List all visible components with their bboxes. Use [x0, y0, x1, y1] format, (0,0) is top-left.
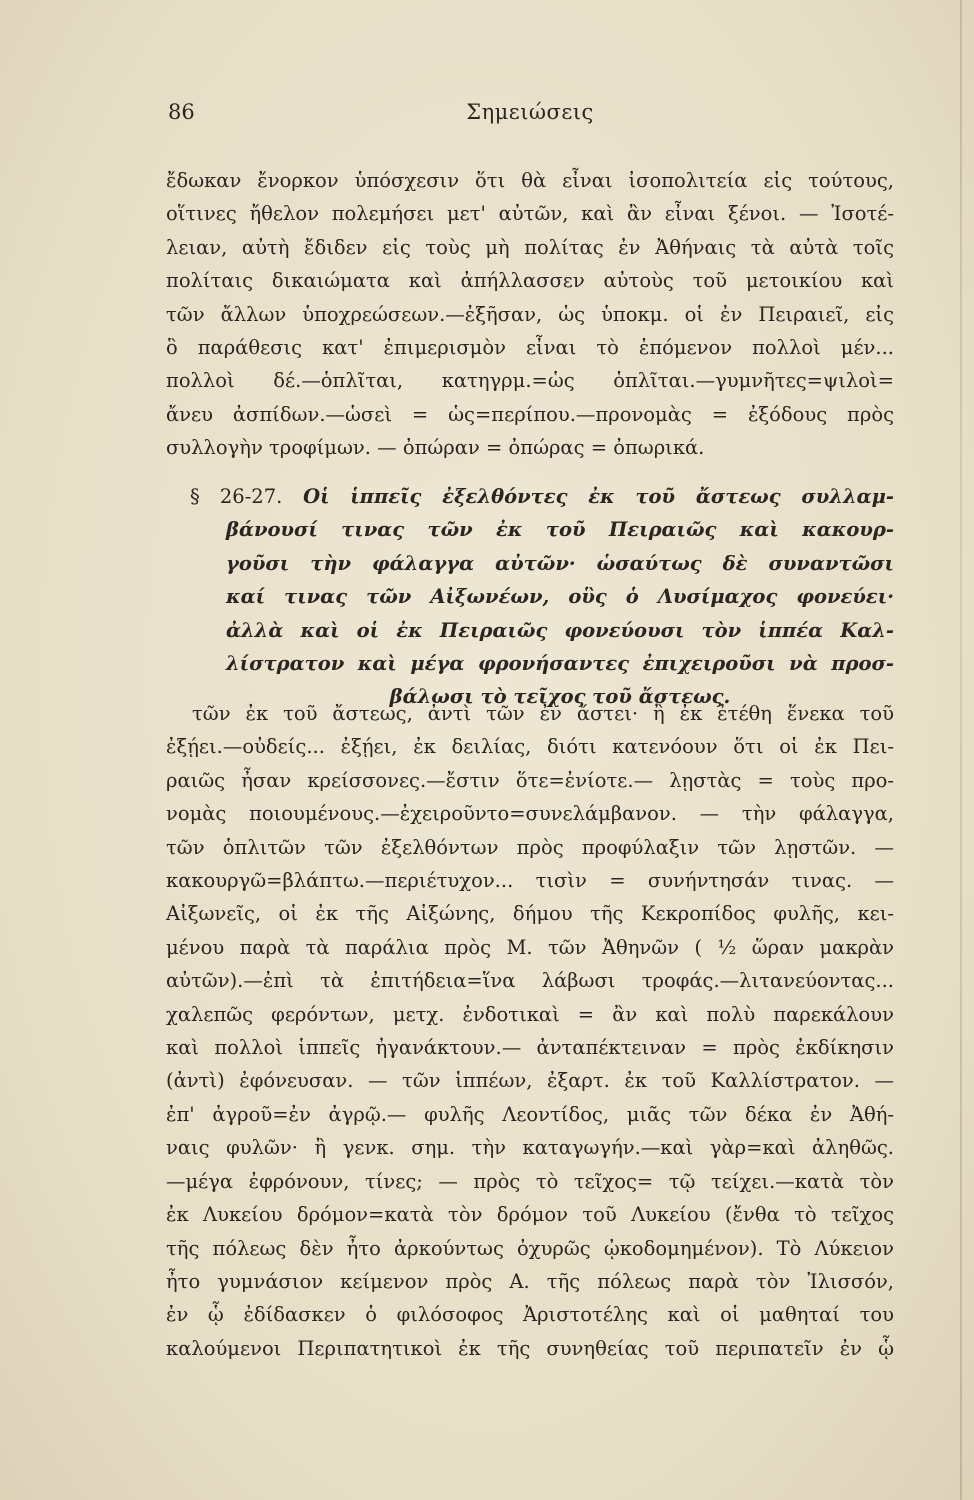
text-line: συλλογὴν τροφίμων. — ὀπώραν = ὀπώρας = ὀπωρικά.: [166, 436, 705, 460]
text-line: ἄνευ ἀσπίδων.—ὡσεὶ = ὡς=περίπου.—προνομὰς = ἐξόδους πρὸς: [166, 402, 894, 426]
text-line: ναις φυλῶν· ἢ γενκ. σημ. τὴν καταγωγήν.—καὶ γὰρ=καὶ ἀληθῶς.: [166, 1136, 894, 1160]
section-line: βάλωσι τὸ τεῖχος τοῦ ἄστεως.: [389, 685, 731, 709]
text-line: οἵτινες ἤθελον πολεμήσει μετ' αὐτῶν, καὶ ἂν εἶναι ξένοι. — Ἰσοτέ-: [166, 202, 894, 226]
text-line: ὃ παράθεσις κατ' ἐπιμερισμὸν εἶναι τὸ ἑπόμενον πολλοὶ μέν...: [166, 336, 894, 360]
text-line: ραιῶς ἦσαν κρείσσονες.—ἔστιν ὅτε=ἐνίοτε.— λῃστὰς = τοὺς προ-: [166, 768, 894, 792]
text-line: τῶν ἐκ τοῦ ἄστεως, ἀντὶ τῶν ἐν ἄστει· ἢ ἐκ ἐτέθη ἕνεκα τοῦ: [192, 702, 894, 725]
text-line: ἦτο γυμνάσιον κείμενον πρὸς Α. τῆς πόλεως παρὰ τὸν Ἰλισσόν,: [166, 1269, 894, 1293]
section-line: καί τινας τῶν Αἰξωνέων, οὓς ὁ Λυσίμαχος φονεύει·: [226, 585, 894, 609]
text-line: ἐξῄει.—οὐδείς... ἐξῄει, ἐκ δειλίας, διότι κατενόουν ὅτι οἱ ἐκ Πει-: [166, 735, 894, 759]
text-line: τῆς πόλεως δὲν ἦτο ἀρκούντως ὀχυρῶς ᾠκοδομημένον). Τὸ Λύκειον: [166, 1236, 894, 1260]
text-line: καὶ πολλοὶ ἱππεῖς ἠγανάκτουν.— ἀνταπέκτειναν = πρὸς ἐκδίκησιν: [166, 1036, 894, 1060]
section-number: § 26-27.: [190, 485, 283, 508]
text-line: ἔδωκαν ἔνορκον ὑπόσχεσιν ὅτι θὰ εἶναι ἰσοπολιτεία εἰς τούτους,: [166, 169, 894, 192]
text-line: πολίταις δικαιώματα καὶ ἀπήλλασσεν αὐτοὺς τοῦ μετοικίου καὶ: [166, 269, 894, 293]
text-line: —μέγα ἐφρόνουν, τίνες; — πρὸς τὸ τεῖχος= τῷ τείχει.—κατὰ τὸν: [166, 1169, 894, 1193]
running-title: Σημειώσεις: [466, 100, 594, 124]
page-number: 86: [168, 100, 195, 124]
section-line: βάνουσί τινας τῶν ἐκ τοῦ Πειραιῶς καὶ κακουρ-: [226, 518, 894, 542]
notes-paragraph-1: [166, 164, 894, 465]
page-header: [168, 100, 892, 130]
section-line: γοῦσι τὴν φάλαγγα αὐτῶν· ὡσαύτως δὲ συναντῶσι: [226, 551, 894, 575]
text-line: μένου παρὰ τὰ παράλια πρὸς Μ. τῶν Ἀθηνῶν ( ½ ὥραν μακρὰν: [166, 935, 894, 959]
notes-paragraph-2: [166, 697, 894, 1365]
text-line: Αἰξωνεῖς, οἱ ἐκ τῆς Αἰξώνης, δήμου τῆς Κεκροπίδος φυλῆς, κει-: [166, 902, 894, 926]
section-first-line: [190, 480, 894, 513]
text-line: χαλεπῶς φερόντων, μετχ. ἐνδοτικαὶ = ἂν καὶ πολὺ παρεκάλουν: [166, 1002, 894, 1026]
section-line: Οἱ ἱππεῖς ἐξελθόντες ἐκ τοῦ ἄστεως συλλαμ-: [303, 485, 894, 508]
text-line: τῶν ὁπλιτῶν τῶν ἐξελθόντων πρὸς προφύλαξιν τῶν λῃστῶν. —: [166, 835, 894, 859]
text-line: (ἀντὶ) ἐφόνευσαν. — τῶν ἱππέων, ἐξαρτ. ἐκ τοῦ Καλλίστρατον. —: [166, 1069, 894, 1093]
text-line: ἐκ Λυκείου δρόμον=κατὰ τὸν δρόμον τοῦ Λυκείου (ἔνθα τὸ τεῖχος: [166, 1203, 894, 1227]
section-line: ἀλλὰ καὶ οἱ ἐκ Πειραιῶς φονεύουσι τὸν ἱππέα Καλ-: [226, 618, 894, 642]
text-line: λειαν, αὐτὴ ἔδιδεν εἰς τοὺς μὴ πολίτας ἐν Ἀθήναις τὰ αὐτὰ τοῖς: [166, 235, 894, 259]
page-edge: [960, 0, 962, 1500]
section-summary: [190, 480, 894, 714]
text-line: τῶν ἄλλων ὑποχρεώσεων.—ἐξῆσαν, ὡς ὑποκμ. οἱ ἐν Πειραιεῖ, εἰς: [166, 302, 894, 326]
text-line: καλούμενοι Περιπατητικοὶ ἐκ τῆς συνηθείας τοῦ περιπατεῖν ἐν ᾧ: [166, 1336, 894, 1360]
text-line: νομὰς ποιουμένους.—ἐχειροῦντο=συνελάμβανον. — τὴν φάλαγγα,: [166, 802, 894, 826]
text-line: ἐπ' ἀγροῦ=ἐν ἀγρῷ.— φυλῆς Λεοντίδος, μιᾶς τῶν δέκα ἐν Ἀθή-: [166, 1102, 894, 1126]
section-line: λίστρατον καὶ μέγα φρονήσαντες ἐπιχειροῦσι νὰ προσ-: [226, 652, 894, 676]
text-line: κακουργῶ=βλάπτω.—περιέτυχον... τισὶν = συνήντησάν τινας. —: [166, 869, 894, 893]
text-line: αὐτῶν).—ἐπὶ τὰ ἐπιτήδεια=ἵνα λάβωσι τροφάς.—λιτανεύοντας...: [166, 969, 894, 993]
text-line: ἐν ᾧ ἐδίδασκεν ὁ φιλόσοφος Ἀριστοτέλης καὶ οἱ μαθηταί του: [166, 1303, 894, 1327]
text-line: πολλοὶ δέ.—ὁπλῖται, κατηγρμ.=ὡς ὁπλῖται.—γυμνῆτες=ψιλοὶ=: [166, 369, 894, 393]
